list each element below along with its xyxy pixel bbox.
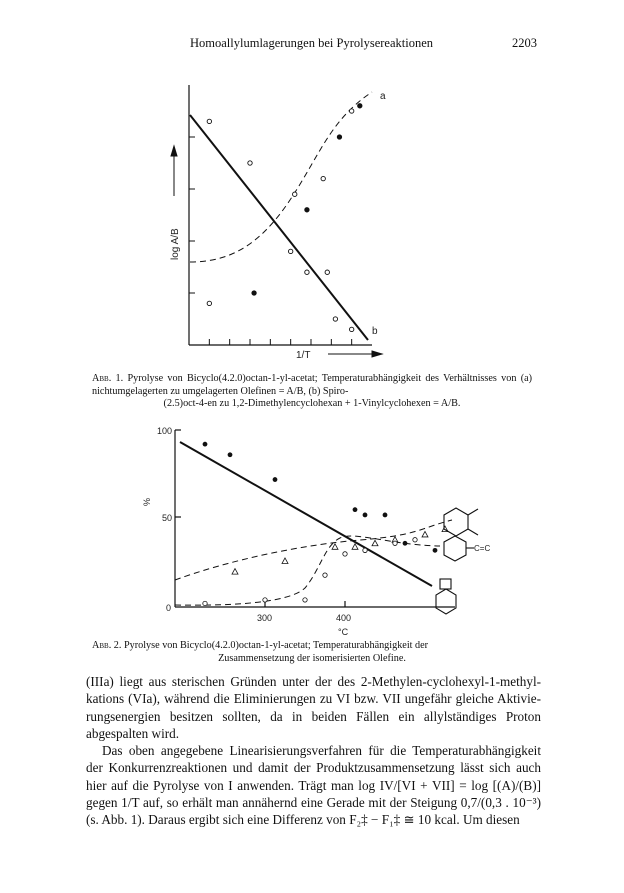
fig1-caption-last-line: (2.5)oct-4-en zu 1,2-Dimethylencyclohexan + 1-Vinylcyclohexen = A/B. [163,398,461,410]
fig1-point-a [321,176,325,180]
fig2-x-label: °C [338,627,349,637]
structure-vinyl-label: C=C [474,544,491,553]
paragraph-2: Das oben angegebene Linearisierungsverfahren für die Temperaturabhängigkeit der Konkurrenzreaktionen und damit der Produktzusammensetzung lässt sich auch hier auf die Pyrolyse von I anwenden. Trägt man log IV/[VI + VII] = log [(A)/(B)] gegen 1/T auf, so erhält man annähernd eine Gerade mit der Steigung 0,7/(0,3 . 10⁻³) (s. Abb. 1). Daraus ergibt sich eine Differenz von F₂‡ − F₁‡ ≅ 10 kcal. Um diesen [86,743,541,828]
fig1-point-a [358,104,362,108]
figure-2-caption [92,640,532,665]
fig1-caption-label: Abb. 1. [92,373,124,384]
fig2-caption-text: Pyrolyse von Bicyclo(4.2.0)octan-1-yl-acetat; Temperaturabhängigkeit der [123,640,429,651]
fig1-x-arrow-head [372,351,382,357]
fig1-point-a [288,249,292,253]
fig1-point-b [207,119,211,123]
fig1-line-b [190,115,368,340]
running-title: Homoallylumlagerungen bei Pyrolysereaktionen [190,36,433,50]
fig2-caption-label: Abb. 2. [92,640,122,651]
fig1-y-label: log A/B [170,228,181,260]
fig1-point-b [248,161,252,165]
fig1-point-a [349,109,353,113]
fig1-label-a: a [380,91,386,102]
fig2-caption-last-line: Zusammensetzung der isomerisierten Olefine. [218,652,406,664]
fig1-curve-a [190,92,372,262]
fig2-xtick-label-300: 300 [257,613,273,623]
figure-1-caption [92,373,532,411]
fig1-point-a [305,208,309,212]
body-text [86,673,541,829]
fig1-point-a [207,301,211,305]
fig1-point-b [293,192,297,196]
fig1-caption-text: Pyrolyse von Bicyclo(4.2.0)octan-1-yl-acetat; Temperaturabhängigkeit des Verhältnisses von (a) nichtumgelagerten zu umgelagerten Olefinen = A/B, (b) Spiro- [92,373,532,397]
fig1-point-b [305,270,309,274]
fig1-point-b [349,327,353,331]
fig2-ytick-label-100: 100 [157,426,173,436]
fig1-point-a [337,135,341,139]
fig1-point-b [333,317,337,321]
fig2-ytick-label-0: 0 [166,603,172,613]
fig1-point-a [252,291,256,295]
fig1-point-b [325,270,329,274]
page-number: 2203 [512,36,537,50]
fig1-label-b: b [372,326,378,337]
fig2-xtick-label-400: 400 [336,613,352,623]
fig1-y-arrow-head [171,146,177,156]
fig2-ytick-label-50: 50 [162,513,173,523]
paragraph-1: (IIIa) liegt aus sterischen Gründen unter der des 2-Methylen-cyclohexyl-1-methyl-kations (VIa), während die Eliminierungen zu VI bzw. VII ungefähr gleiche Aktivie-rungsenergien besitzen sollten, da in beiden Fällen ein allylständiges Proton abgespalten wird. [86,674,541,741]
fig2-y-label: % [142,497,152,506]
fig1-x-label: 1/T [296,350,311,361]
